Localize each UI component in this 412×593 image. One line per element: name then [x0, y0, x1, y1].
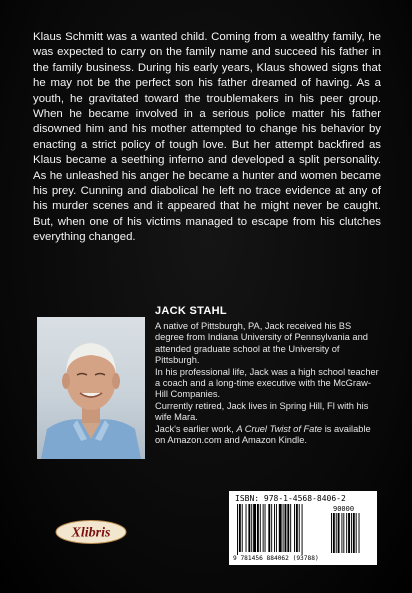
author-name: JACK STAHL: [155, 305, 227, 317]
works-suffix: is available on Amazon.com and Amazon Kindle.: [155, 423, 371, 446]
bio-paragraph: In his professional life, Jack was a high school teacher a coach and a long-time executive with the McGraw-Hill Companies.: [155, 366, 379, 400]
bio-works-paragraph: [155, 424, 381, 447]
publisher-logo-text: Xlibris: [71, 525, 111, 541]
barcode-bars: [229, 491, 377, 565]
author-photo: [37, 317, 145, 459]
isbn-label: ISBN: 978-1-4568-8406-2: [235, 494, 346, 503]
works-title: A Cruel Twist of Fate: [236, 423, 323, 434]
author-bio: [155, 321, 381, 446]
publisher-logo: [55, 520, 127, 544]
price-code: 90000: [333, 505, 355, 513]
barcode-digits: 9 781456 884062 (93788): [233, 555, 319, 562]
book-synopsis: Klaus Schmitt was a wanted child. Coming from a wealthy family, he was expected to carry on the family name and succeed his father in the family business. During his early years, Klaus showed signs that he may not be the perfect son his father dreamed of having. As a youth, he gravitated toward the troublemakers in his peer group. When he became involved in a serious police matter his father disowned him and his mother attempted to change his behavior by enacting a strict policy of tough love. But her attempt backfired as Klaus became a seething inferno and developed a split personality. As he unleashed his anger he became a hunter and women became his prey. Cunning and diabolical he left no trace evidence at any of his murder scenes and it appeared that he might never be caught. But, when one of his victims managed to escape from his clutches everything changed.: [33, 31, 381, 244]
works-prefix: Jack's earlier work,: [155, 423, 237, 434]
bio-paragraph: A native of Pittsburgh, PA, Jack received his BS degree from Indiana University of Pennsylvania and attended graduate school at the University of Pittsburgh.: [155, 321, 368, 366]
bio-paragraph: Currently retired, Jack lives in Spring Hill, Fl with his wife Mara.: [155, 400, 369, 423]
author-portrait-illustration: [37, 317, 145, 459]
isbn-barcode: [229, 491, 377, 565]
